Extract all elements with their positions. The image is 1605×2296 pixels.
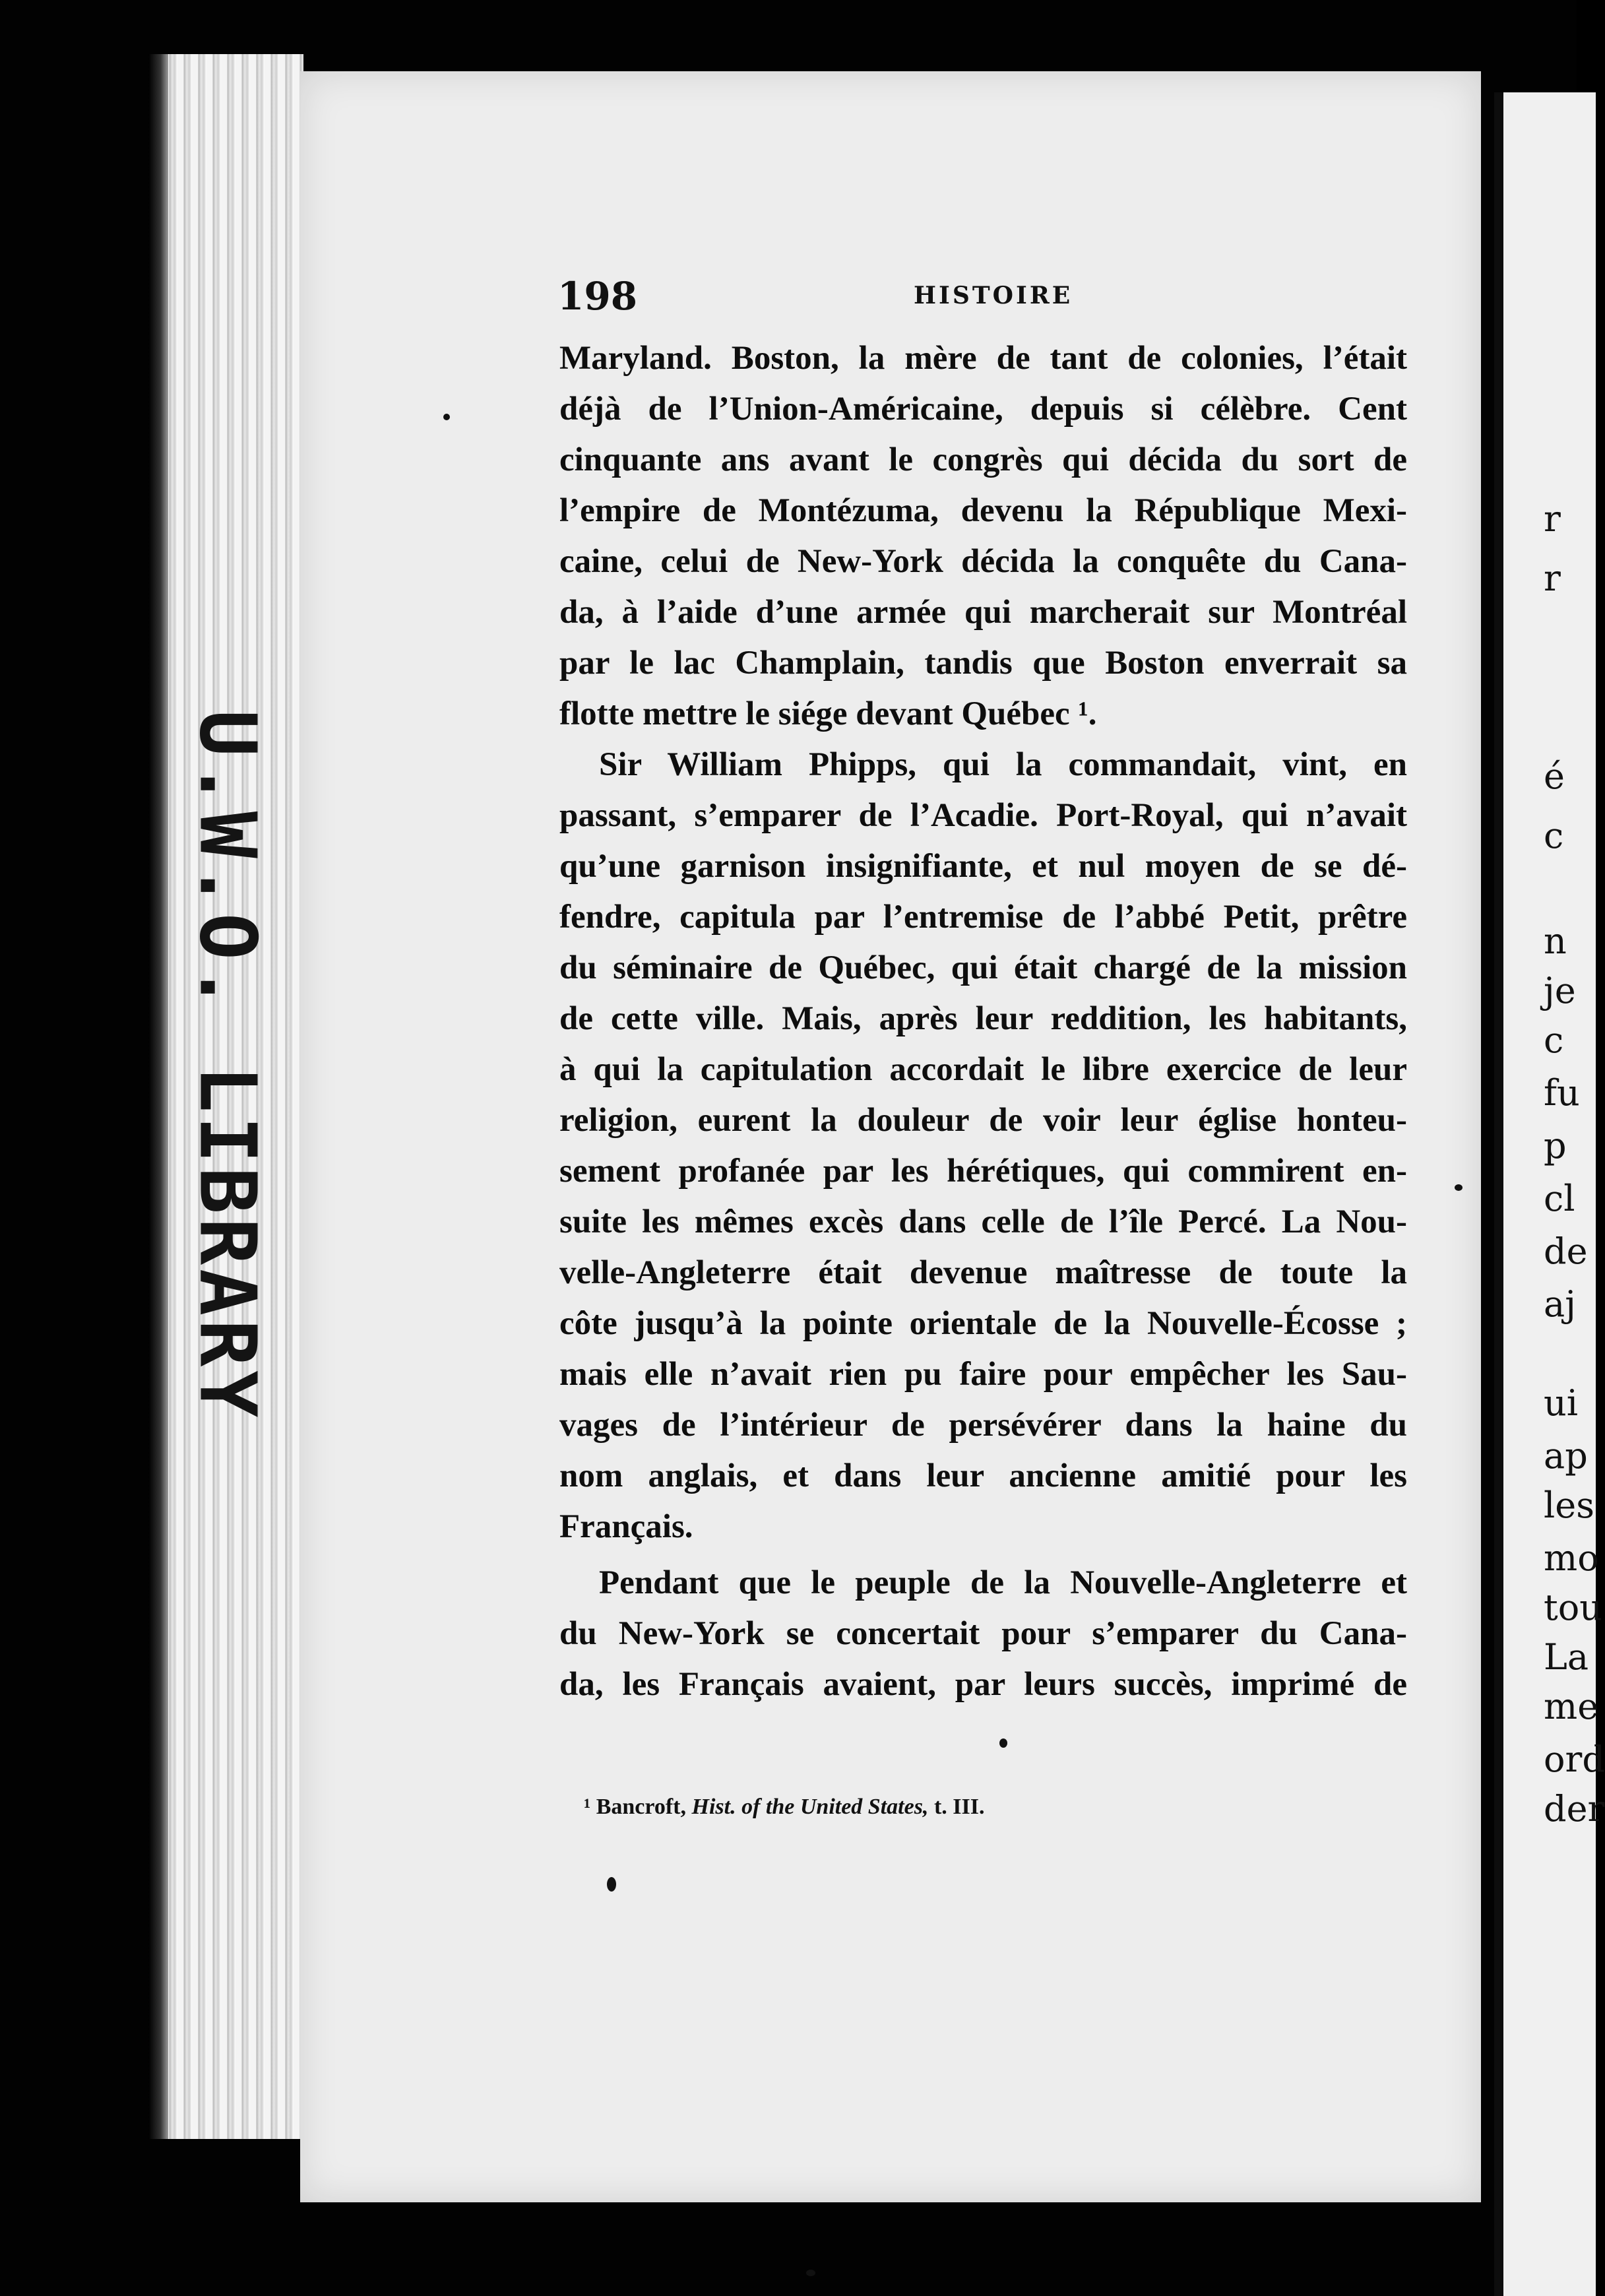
footnote-author: Bancroft, xyxy=(596,1795,687,1819)
facing-page-fragment: les xyxy=(1544,1484,1594,1526)
text-line: passant, s’emparer de l’Acadie. Port-Royal, qui n’avait xyxy=(559,797,1407,834)
facing-page-fragment: La xyxy=(1544,1636,1589,1678)
text-line: à qui la capitulation accordait le libre exercice de leur xyxy=(559,1051,1407,1088)
ink-speck xyxy=(443,414,450,420)
text-line: l’empire de Montézuma, devenu la République Mexi- xyxy=(559,492,1407,529)
text-line: religion, eurent la douleur de voir leur église honteu- xyxy=(559,1102,1407,1139)
facing-page-fragment: r xyxy=(1544,558,1561,599)
text-line: caine, celui de New-York décida la conquête du Cana- xyxy=(559,543,1407,580)
text-line: flotte mettre le siége devant Québec ¹. xyxy=(559,695,1097,732)
ink-speck xyxy=(1455,1184,1463,1191)
text-line: mais elle n’avait rien pu faire pour empêcher les Sau- xyxy=(559,1356,1407,1393)
facing-page-fragment: ui xyxy=(1544,1382,1579,1424)
text-line: Sir William Phipps, qui la commandait, vint, en xyxy=(599,746,1407,783)
facing-page-fragment: c xyxy=(1544,1019,1564,1061)
facing-page-fragment: c xyxy=(1544,815,1564,856)
binding-shadow xyxy=(148,54,168,2139)
facing-page-fragment: r xyxy=(1544,498,1561,540)
text-line: par le lac Champlain, tandis que Boston enverrait sa xyxy=(559,645,1407,682)
ink-speck xyxy=(607,1877,616,1892)
text-line: fendre, capitula par l’entremise de l’abbé Petit, prêtre xyxy=(559,899,1407,936)
facing-page-fragment: mo xyxy=(1544,1537,1599,1579)
text-line: déjà de l’Union-Américaine, depuis si célèbre. Cent xyxy=(559,391,1407,428)
footnote-title: Hist. of the United States, xyxy=(691,1795,929,1819)
text-line: cinquante ans avant le congrès qui décida du sort de xyxy=(559,441,1407,478)
text-line: sement profanée par les hérétiques, qui commirent en- xyxy=(559,1153,1407,1190)
text-line: Français. xyxy=(559,1508,693,1545)
text-line: da, à l’aide d’une armée qui marcherait sur Montréal xyxy=(559,594,1407,631)
library-stamp xyxy=(178,709,277,1422)
library-stamp-text: U.W.O. LIBRARY xyxy=(182,709,273,1422)
running-head: HISTOIRE xyxy=(914,282,1073,309)
facing-page-fragment: ap xyxy=(1544,1435,1588,1477)
ink-speck xyxy=(999,1738,1007,1748)
facing-page-fragment: fu xyxy=(1544,1072,1580,1114)
facing-page-fragment: ord xyxy=(1544,1738,1605,1780)
page-header xyxy=(557,274,1408,320)
text-line: de cette ville. Mais, après leur reddition, les habitants, xyxy=(559,1000,1407,1037)
footnote-volume: t. III. xyxy=(933,1795,985,1819)
body-text xyxy=(559,333,1407,1710)
facing-page-fragment: de xyxy=(1544,1230,1588,1272)
footnote-marker: ¹ xyxy=(584,1795,591,1819)
facing-page-fragment: der xyxy=(1544,1788,1605,1830)
facing-page-fragment: tou xyxy=(1544,1587,1602,1628)
text-line: da, les Français avaient, par leurs succès, imprimé de xyxy=(559,1666,1407,1703)
text-line: velle-Angleterre était devenue maîtresse de toute la xyxy=(559,1254,1407,1291)
text-line: suite les mêmes excès dans celle de l’île Percé. La Nou- xyxy=(559,1203,1407,1240)
text-line: nom anglais, et dans leur ancienne amitié pour les xyxy=(559,1457,1407,1494)
facing-page-fragment: aj xyxy=(1544,1283,1576,1325)
facing-page-fragment: cl xyxy=(1544,1178,1575,1219)
text-line: côte jusqu’à la pointe orientale de la Nouvelle-Écosse ; xyxy=(559,1305,1407,1342)
facing-page-fragment: é xyxy=(1544,755,1565,797)
text-line: qu’une garnison insignifiante, et nul moyen de se dé- xyxy=(559,848,1407,885)
text-line: du séminaire de Québec, qui était chargé de la mission xyxy=(559,949,1407,986)
footnote xyxy=(584,1795,984,1820)
facing-page-fragment: n xyxy=(1544,920,1567,962)
ink-speck xyxy=(806,2270,815,2276)
text-line: Maryland. Boston, la mère de tant de colonies, l’était xyxy=(559,340,1407,377)
text-line: Pendant que le peuple de la Nouvelle-Angleterre et xyxy=(599,1564,1407,1601)
facing-page-fragment: p xyxy=(1544,1125,1567,1166)
text-line: du New-York se concertait pour s’emparer du Cana- xyxy=(559,1615,1407,1652)
page-number: 198 xyxy=(557,274,638,319)
facing-page-fragment: me xyxy=(1544,1686,1599,1727)
text-line: vages de l’intérieur de persévérer dans la haine du xyxy=(559,1407,1407,1444)
facing-page-fragment: je xyxy=(1544,970,1576,1011)
